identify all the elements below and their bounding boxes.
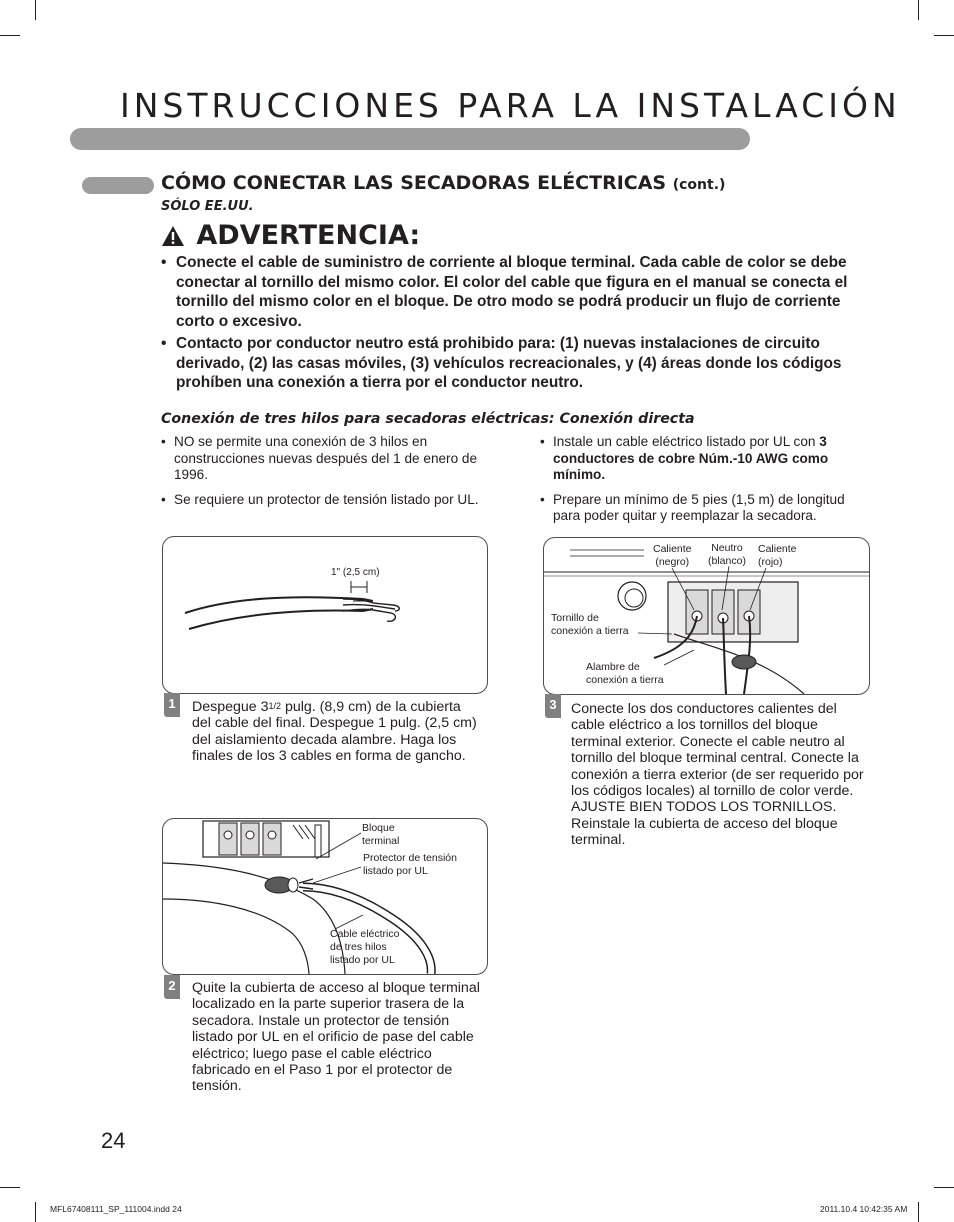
warning-list: [161, 253, 881, 396]
subsection-heading: Conexión de tres hilos para secadoras eléctricas: Conexión directa: [161, 411, 695, 427]
crop-mark: [918, 0, 919, 20]
list-item: • NO se permite una conexión de 3 hilos en construcciones nuevas después del 1 de enero de 1996.: [161, 434, 491, 484]
step-3-figure: [543, 537, 870, 695]
right-bullet-list: [540, 434, 872, 533]
list-item-bold: 3 conductores de cobre Núm.-10 AWG como mínimo.: [553, 434, 829, 483]
crop-mark: [934, 35, 954, 36]
measure-label: 1" (2,5 cm): [331, 567, 380, 578]
footer-file: MFL67408111_SP_111004.indd 24: [50, 1204, 182, 1214]
step-1-fraction: 1/2: [268, 701, 282, 711]
ground-screw-label: Tornillo de conexión a tierra: [551, 612, 629, 637]
step-2-badge: 2: [164, 975, 180, 999]
hot-black-label: Caliente (negro): [653, 543, 692, 568]
footer-timestamp: 2011.10.4 10:42:35 AM: [820, 1204, 908, 1214]
terminal-block-label: Bloque terminal: [362, 822, 400, 847]
warning-title-text: ADVERTENCIA:: [196, 220, 421, 251]
page-title: INSTRUCCIONES PARA LA INSTALACIÓN: [120, 86, 901, 125]
warning-triangle-icon: [161, 220, 196, 251]
section-subheading: SÓLO EE.UU.: [161, 199, 254, 214]
step-1-text: [192, 698, 482, 765]
section-heading-text: CÓMO CONECTAR LAS SECADORAS ELÉCTRICAS: [161, 172, 667, 194]
section-heading-suffix: (cont.): [672, 177, 726, 193]
page-number: 24: [101, 1128, 126, 1153]
strain-relief-illustration: [163, 819, 487, 974]
neutral-white-label: Neutro (blanco): [708, 542, 746, 567]
ground-wire-label: Alambre de conexión a tierra: [586, 661, 664, 686]
step-3-badge: 3: [545, 694, 561, 718]
title-underline-bar: [70, 128, 750, 150]
list-item: • Se requiere un protector de tensión listado por UL.: [161, 492, 491, 509]
crop-mark: [35, 0, 36, 20]
step-1-figure: [162, 536, 488, 694]
step-1-text-a: Despegue 3: [192, 699, 269, 715]
warning-title: [161, 220, 420, 251]
step-2-figure: [162, 818, 488, 975]
step-2-text: Quite la cubierta de acceso al bloque terminal localizado en la parte superior trasera de la secadora. Instale un protector de tensión listado por UL en el orificio de pase del cable eléctrico; luego pase el cable eléctrico fabricado en el Paso 1 por el protector de tensión.: [192, 980, 480, 1095]
left-bullet-list: [161, 434, 491, 516]
hot-red-label: Caliente (rojo): [758, 543, 797, 568]
list-item: [540, 492, 872, 525]
list-item-text: Prepare un mínimo de 5 pies (1,5 m) de longitud para poder quitar y reemplazar la secadora.: [553, 491, 845, 524]
list-item-text: Instale un cable eléctrico listado por UL con: [553, 434, 820, 449]
crop-mark: [0, 35, 20, 36]
warning-item: • Contacto por conductor neutro está prohibido para: (1) nuevas instalaciones de circuito derivado, (2) las casas móviles, (3) vehículos recreacionales, y (4) áreas donde los códigos prohíben una conexión a tierra por el conductor neutro.: [161, 334, 881, 393]
step-1-text-b: pulg. (8,9 cm) de la cubierta del cable del final. Despegue 1 pulg. (2,5 cm) del aislamiento decada alambre. Haga los finales de los 3 cables en forma de gancho.: [192, 699, 477, 765]
crop-mark: [934, 1187, 954, 1188]
cable-label: Cable eléctrico de tres hilos listado por UL: [330, 928, 400, 966]
section-marker: [82, 177, 154, 194]
stripped-cable-illustration: [163, 537, 487, 693]
section-heading: [161, 172, 725, 194]
step-3-text: Conecte los dos conductores calientes del cable eléctrico a los tornillos del bloque terminal exterior. Conecte el cable neutro al tornillo del bloque terminal central. Conecte la conexión a tierra exterior (de ser requerido por los códigos locales) al tornillo de color verde. AJUSTE BIEN TODOS LOS TORNILLOS. Reinstale la cubierta de acceso del bloque terminal.: [571, 701, 864, 849]
crop-mark: [918, 1202, 919, 1222]
crop-mark: [35, 1202, 36, 1222]
strain-relief-label: Protector de tensión listado por UL: [363, 852, 457, 877]
crop-mark: [0, 1187, 20, 1188]
list-item: [540, 434, 872, 484]
warning-item: • Conecte el cable de suministro de corriente al bloque terminal. Cada cable de color se debe conectar al tornillo del mismo color. El color del cable que figura en el manual se conecta el tornillo del mismo color en el bloque. De otro modo se podrá producir un flujo de corriente corto o excesivo.: [161, 253, 881, 331]
step-1-badge: 1: [164, 693, 180, 717]
